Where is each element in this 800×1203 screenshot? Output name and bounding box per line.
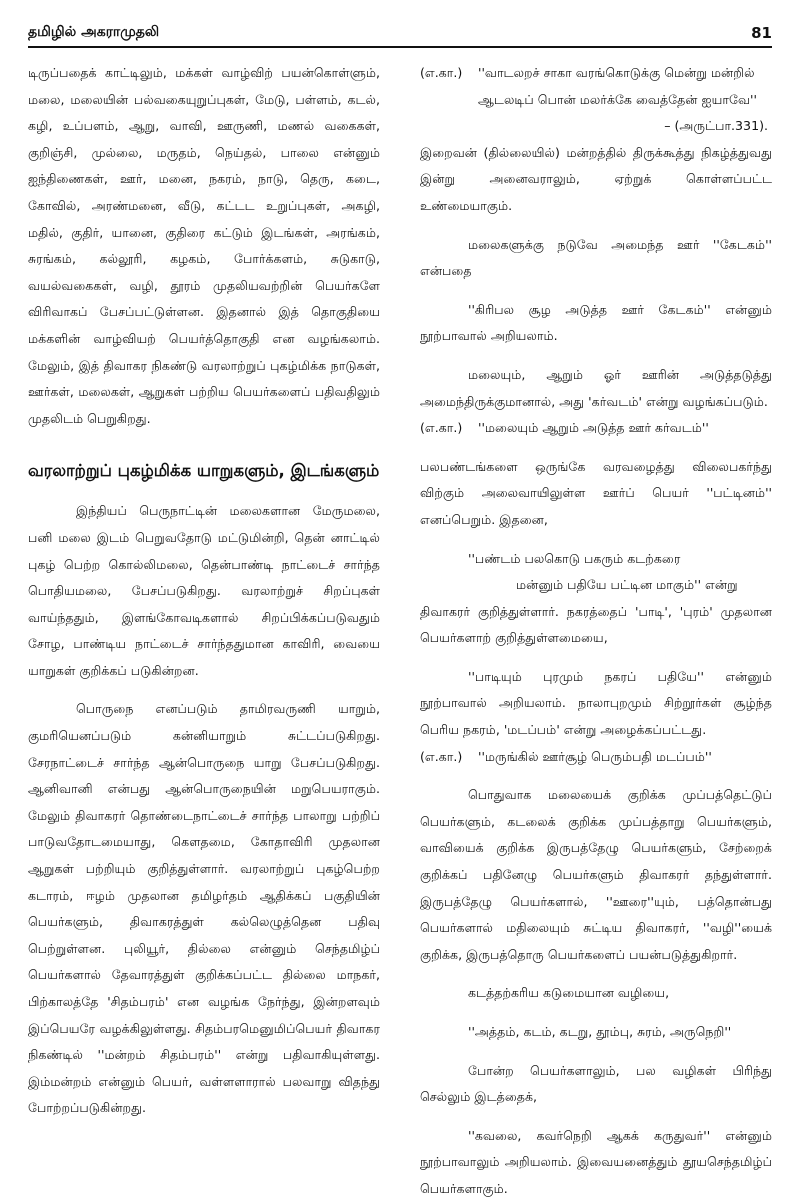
paragraph: போன்ற பெயர்களாலும், பல வழிகள் பிரிந்து செல்லும் இடத்தைக், [420,1062,772,1105]
example-line: ''வாடலறச் சாகா வரங்கொடுக்கு மென்று மன்றில் [478,65,755,80]
paragraph: பொருநை எனப்படும் தாமிரவருணி யாறும், குமரியெனப்படும் கன்னியாறும் சுட்டப்படுகிறது. சேரநாட்டைச் சார்ந்த ஆன்பொருநை யாறு பேசப்படுகிறது. ஆனிவானி என்பது ஆன்பொருநையின் மறுபெயராகும். மேலும் திவாகரர் தொண்டைநாட்டைச் சார்ந்த பாலாறு பற்றிப் பாடுவதோடமையாது, கௌதமை, கோதாவிரி முதலான ஆறுகள் பற்றியும் குறித்துள்ளார். வரலாற்றுப் புகழ்பெற்ற கடாரம், ஈழம் முதலான தமிழர்தம் ஆதிக்கப் பகுதியின் பெயர்களும், திவாகரத்துள் கல்லெழுத்தென பதிவு பெற்றுள்ளன. புலியூர், தில்லை என்னும் செந்தமிழ்ப் பெயர்களால் தேவாரத்துள் குறிக்கப்பட்ட தில்லை மாநகர், பிற்காலத்தே 'சிதம்பரம்' என வழங்க நேர்ந்து, இன்றளவும் இப்பெயரே வழக்கிலுள்ளது. சிதம்பரமெனுமிப்பெயர் திவாகர நிகண்டில் ''மன்றம் சிதம்பரம்'' என்று பதிவாகியுள்ளது. இம்மன்றம் என்னும் பெயர், வள்ளளாரால் பலவாறு விதந்து போற்றப்படுகின்றது. [28,701,380,1116]
citation: – (அருட்பா.331). [664,118,768,134]
quote-paragraph: ''கிரிபல சூழ அடுத்த ஊர் கேடகம்'' என்னும் நூற்பாவால் அறியலாம். [420,301,772,344]
quote-line: மன்னும் பதியே பட்டின மாகும்'' என்று [516,577,738,593]
example-line: ''மலையும் ஆறும் அடுத்த ஊர் கர்வடம்'' [478,420,709,436]
left-column [28,60,380,1203]
paragraph: மலையும், ஆறும் ஓர் ஊரின் அடுத்தடுத்து அமைந்திருக்குமானால், அது 'கர்வடம்' என்று வழங்கப்படும். [420,366,772,409]
example-block [420,744,772,771]
paragraph: பொதுவாக மலையைக் குறிக்க முப்பத்தெட்டுப் பெயர்களும், கடலைக் குறிக்க முப்பத்தாறு பெயர்களும், வாவியைக் குறிக்க இருபத்தேழு பெயர்களும், சேற்றைக் குறிக்கப் பதினேழு பெயர்களும் திவாகரர் தந்துள்ளார். இருபத்தேழு பெயர்களால், ''ஊரை''யும், பத்தொன்பது பெயர்களால் மதிலையும் சுட்டிய திவாகரர், ''வழி''யைக் குறிக்க, இருபத்தொரு பெயர்களைப் பயன்படுத்துகிறார். [420,787,772,962]
paragraph: டிருப்பதைக் காட்டிலும், மக்கள் வாழ்விற் பயன்கொள்ளும், மலை, மலையின் பல்வகையுறுப்புகள், மேடு, பள்ளம், கடல், கழி, உப்பளம், ஆறு, வாவி, ஊருணி, மணல் வகைகள், குறிஞ்சி, முல்லை, மருதம், நெய்தல், பாலை என்னும் ஐந்திணைகள், ஊர், மனை, நகரம், நாடு, தெரு, கடை, கோவில், அரண்மனை, வீடு, கட்டட உறுப்புகள், அகழி, மதில், குதிர், யானை, குதிரை கட்டும் இடங்கள், அரங்கம், சுரங்கம், கல்லூரி, கழகம், போர்க்களம், சுடுகாடு, வயல்வகைகள், வழி, தூரம் முதலியவற்றின் பெயர்களே விரிவாகப் பேசப்பட்டுள்ளன. இதனால் இத் தொகுதியை மக்களின் வாழ்வியற் பெயர்த்தொகுதி என வழங்கலாம். மேலும், இத் திவாகர நிகண்டு வரலாற்றுப் புகழ்மிக்க நாடுகள், ஊர்கள், மலைகள், ஆறுகள் பற்றிய பெயர்களைப் பதிவதிலும் முதலிடம் பெறுகிறது. [28,65,380,426]
paragraph: இறைவன் (தில்லையில்) மன்றத்தில் திருக்கூத்து நிகழ்த்துவது இன்று அனைவராலும், ஏற்றுக் கொள்ளப்பட்ட உண்மையாகும். [420,144,772,213]
paragraph: மலைகளுக்கு நடுவே அமைந்த ஊர் ''கேடகம்'' என்பதை [420,236,772,279]
example-label: (எ.கா.) [420,748,463,764]
page-number: 81 [751,24,772,42]
example-block [420,415,772,442]
quote-line: ''அத்தம், கடம், கடறு, தூம்பு, சுரம், அருநெறி'' [468,1024,732,1039]
example-line: ஆடலடிப் பொன் மலர்க்கே வைத்தேன் ஐயாவே'' [478,91,757,107]
paragraph: இந்தியப் பெருநாட்டின் மலைகளான மேருமலை, பனி மலை இடம் பெறுவதோடு மட்டுமின்றி, தென் னாட்டில் புகழ் பெற்ற கொல்லிமலை, தென்பாண்டி நாட்டைச் சார்ந்த பொதியமலை, பேசப்படுகிறது. வரலாற்றுச் சிறப்புகள் வாய்ந்ததும், இளங்கோவடிகளால் சிறப்பிக்கப்படுவதும் சோழ, பாண்டிய நாட்டைச் சார்ந்ததுமான காவிரி, வையை யாறுகள் குறிக்கப் படுகின்றன. [28,503,380,678]
section-heading: வரலாற்றுப் புகழ்மிக்க யாறுகளும், இடங்களும் [28,461,380,481]
running-header [28,18,772,48]
example-line: ''மருங்கில் ஊர்சூழ் பெரும்பதி மடப்பம்'' [478,748,712,764]
right-column [420,60,772,1203]
quote-paragraph: ''கவலை, கவர்நெறி ஆகக் கருதுவர்'' என்னும் நூற்பாவாலும் அறியலாம். இவையனைத்தும் தூயசெந்தமிழ்ப் பெயர்களாகும். [420,1127,772,1196]
example-block [420,60,772,113]
example-label: (எ.கா.) [420,420,463,436]
running-title: தமிழில் அகராமுதலி [28,24,160,40]
paragraph: கடத்தற்கரிய கடுமையான வழியை, [468,985,670,1001]
paragraph: பலபண்டங்களை ஒருங்கே வரவழைத்து விலைபகர்ந்து விற்கும் அலைவாயிலுள்ள ஊர்ப் பெயர் ''பட்டினம்'' எனப்பெறும். இதனை, [420,458,772,527]
example-label: (எ.கா.) [420,65,463,80]
quote-line: ''பண்டம் பலகொடு பகரும் கடற்கரை [468,550,681,566]
two-column-body [28,60,772,1203]
paragraph: திவாகரர் குறித்துள்ளார். நகரத்தைப் 'பாடி', 'புரம்' முதலான பெயர்களாற் குறித்துள்ளமையை, [420,603,772,646]
quote-paragraph: ''பாடியும் புரமும் நகரப் பதியே'' என்னும் நூற்பாவால் அறியலாம். நாலாபுறமும் சிற்றூர்கள் சூழ்ந்த பெரிய நகரம், 'மடப்பம்' என்று அழைக்கப்பட்டது. [420,668,772,738]
